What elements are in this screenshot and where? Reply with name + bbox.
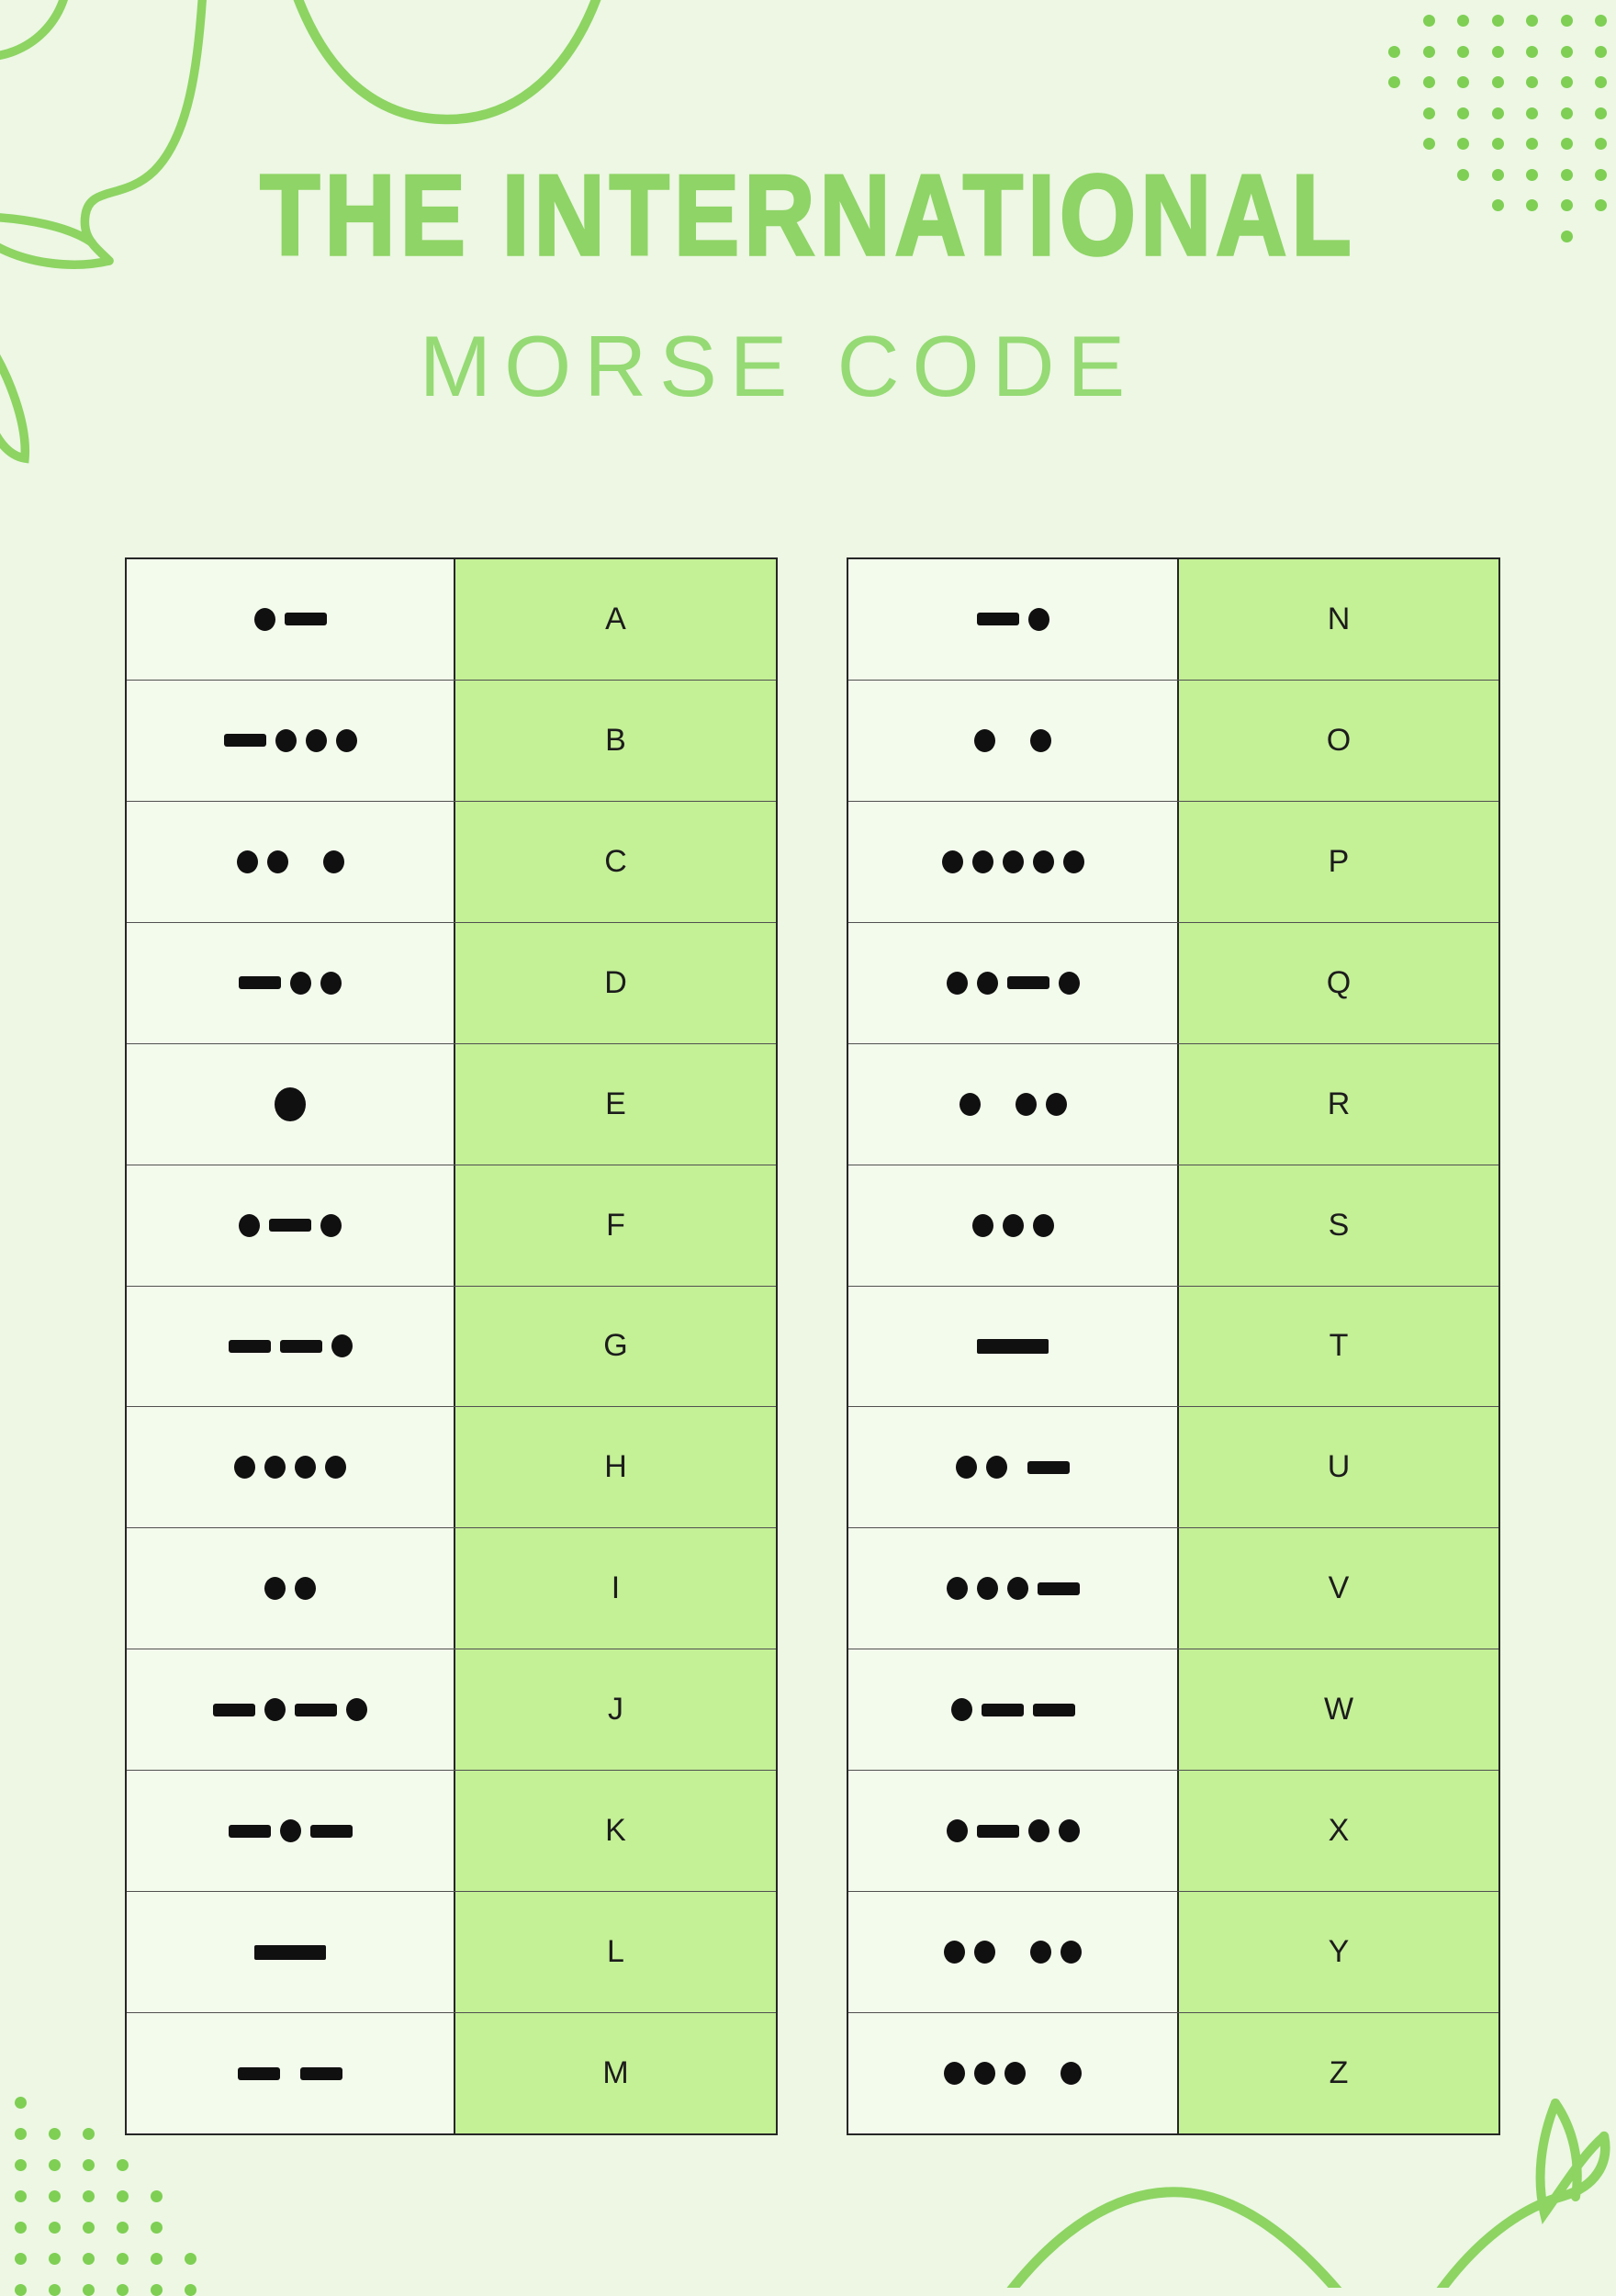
decoration-dot [1561,76,1573,88]
morse-gap-symbol [1004,1952,1021,1953]
morse-dash-symbol [1033,1704,1075,1716]
morse-dash-symbol [224,734,266,747]
letter-cell: O [1179,681,1498,801]
decoration-dot [15,2190,27,2202]
letter-cell: B [455,681,776,801]
page-title: THE INTERNATIONAL [260,152,1356,279]
table-row [848,801,1498,922]
morse-dot-symbol [972,850,993,873]
decoration-dot [1423,138,1435,150]
arch-doodle-bottom-right [1008,2192,1341,2288]
morse-dot-symbol [325,1456,346,1479]
table-row [848,1770,1498,1891]
morse-dot-symbol [336,729,357,752]
morse-code-cell [127,1407,455,1527]
morse-gap-symbol [990,1103,1006,1105]
decoration-dot [1526,199,1538,211]
letter-cell: M [455,2013,776,2133]
morse-dot-symbol [280,1819,301,1842]
decoration-dot [1423,15,1435,27]
table-row [127,680,776,801]
decoration-dot [117,2253,129,2265]
decoration-dot [49,2253,61,2265]
letter-cell: J [455,1649,776,1770]
decoration-dot [117,2222,129,2234]
morse-dot-symbol [264,1456,286,1479]
letter-cell: Y [1179,1892,1498,2012]
decoration-dot [15,2284,27,2296]
morse-dot-symbol [267,850,288,873]
letter-cell: L [455,1892,776,2012]
decoration-dot [15,2128,27,2140]
table-row [127,1406,776,1527]
morse-dash-symbol [1038,1582,1080,1595]
morse-dash-symbol [977,1825,1019,1838]
morse-dash-symbol [295,1704,337,1716]
decoration-dot [1561,46,1573,58]
morse-dot-symbol [944,1941,965,1964]
morse-code-cell [848,681,1179,801]
decoration-dot [1561,138,1573,150]
morse-longdash-symbol [977,1339,1049,1354]
table-row [127,801,776,922]
morse-code-cell [127,2013,455,2133]
morse-longdash-symbol [254,1945,326,1960]
morse-dot-symbol [1028,608,1049,631]
morse-code-cell [848,1044,1179,1165]
letter-cell: T [1179,1287,1498,1407]
decoration-dot [1492,46,1504,58]
decoration-dot [1595,199,1607,211]
morse-dot-symbol [1016,1093,1037,1116]
morse-code-cell [848,559,1179,680]
morse-code-cell [127,923,455,1043]
letter-cell: U [1179,1407,1498,1527]
morse-dot-symbol [331,1334,353,1357]
morse-code-cell [127,559,455,680]
letter-cell: D [455,923,776,1043]
decoration-dot [1457,46,1469,58]
decoration-dot [1561,15,1573,27]
morse-dash-symbol [1027,1461,1070,1474]
morse-dot-symbol [1030,729,1051,752]
decoration-dot [1526,169,1538,181]
decoration-dot [1526,138,1538,150]
morse-dot-symbol [275,729,297,752]
u-curve-top [294,0,600,119]
morse-gap-symbol [297,861,314,862]
table-row [127,1649,776,1770]
morse-code-cell [127,802,455,922]
morse-code-cell [127,1771,455,1891]
decoration-dot [83,2190,95,2202]
morse-dash-symbol [310,1825,353,1838]
morse-dot-symbol [947,1577,968,1600]
morse-dot-symbol [237,850,258,873]
morse-dot-symbol [977,1577,998,1600]
morse-dot-symbol [977,972,998,995]
decoration-dot [1526,46,1538,58]
letter-cell: E [455,1044,776,1165]
letter-cell: V [1179,1528,1498,1649]
decoration-dot [117,2159,129,2171]
letter-cell: P [1179,802,1498,922]
morse-dot-symbol [1046,1093,1067,1116]
table-row [127,1527,776,1649]
decoration-dot [151,2190,163,2202]
morse-code-cell [848,1407,1179,1527]
morse-dash-symbol [285,613,327,625]
decoration-dot [1595,46,1607,58]
decoration-dot [185,2253,196,2265]
letter-cell: K [455,1771,776,1891]
morse-code-cell [848,923,1179,1043]
morse-dot-symbol [320,1214,342,1237]
decoration-dot [49,2190,61,2202]
morse-code-cell [127,1649,455,1770]
morse-table-right [847,557,1500,2135]
morse-dash-symbol [269,1219,311,1232]
morse-dot-symbol [323,850,344,873]
morse-dot-symbol [1007,1577,1028,1600]
morse-code-cell [127,1044,455,1165]
decoration-dot [1526,107,1538,119]
table-row [127,559,776,680]
table-row [127,922,776,1043]
morse-code-cell [127,681,455,801]
morse-dash-symbol [229,1340,271,1353]
table-row [127,1891,776,2012]
table-row [848,559,1498,680]
morse-dot-symbol [942,850,963,873]
morse-code-cell [127,1892,455,2012]
table-row [848,1527,1498,1649]
decoration-dot [151,2253,163,2265]
decoration-dot [1492,107,1504,119]
morse-dot-symbol [974,2062,995,2085]
table-row [848,922,1498,1043]
morse-code-cell [848,1771,1179,1891]
letter-cell: H [455,1407,776,1527]
morse-dot-symbol [944,2062,965,2085]
morse-code-cell [848,1649,1179,1770]
decoration-dot [1457,15,1469,27]
decoration-dot [1457,138,1469,150]
morse-dot-symbol [290,972,311,995]
decoration-dot [1423,46,1435,58]
letter-cell: X [1179,1771,1498,1891]
morse-bigdot-symbol [275,1087,306,1121]
decoration-dot [49,2222,61,2234]
morse-dot-symbol [264,1698,286,1721]
decoration-dot [1595,15,1607,27]
table-row [848,1406,1498,1527]
decoration-dot [1561,231,1573,242]
morse-code-cell [848,1287,1179,1407]
morse-dot-symbol [1028,1819,1049,1842]
letter-cell: C [455,802,776,922]
letter-cell: F [455,1165,776,1286]
morse-dot-symbol [1060,2062,1082,2085]
morse-dash-symbol [300,2067,342,2080]
morse-dot-symbol [320,972,342,995]
decoration-dot [1561,199,1573,211]
decoration-dot [49,2128,61,2140]
morse-gap-symbol [1004,739,1021,741]
decoration-dot [185,2284,196,2296]
morse-dash-symbol [229,1825,271,1838]
decoration-dot [1595,138,1607,150]
letter-cell: N [1179,559,1498,680]
table-row [848,1649,1498,1770]
morse-dot-symbol [295,1456,316,1479]
morse-dot-symbol [986,1456,1007,1479]
table-row [848,1891,1498,2012]
circle-outline-decoration [0,0,68,57]
morse-dot-symbol [947,1819,968,1842]
morse-gap-symbol [1035,2073,1051,2075]
morse-dot-symbol [947,972,968,995]
morse-dot-symbol [974,1941,995,1964]
table-row [127,1770,776,1891]
leaf-doodle-bottom-right [1541,2103,1604,2213]
morse-dot-symbol [1003,1214,1024,1237]
decoration-dot [83,2253,95,2265]
morse-dash-symbol [213,1704,255,1716]
morse-code-cell [848,1892,1179,2012]
decoration-dot [49,2284,61,2296]
morse-dot-symbol [234,1456,255,1479]
decoration-dot [83,2128,95,2140]
morse-code-cell [127,1528,455,1649]
morse-code-cell [127,1287,455,1407]
leaf-tip-doodle-bottom-right [1555,2103,1577,2197]
morse-code-cell [848,2013,1179,2133]
morse-dot-symbol [306,729,327,752]
morse-dot-symbol [1033,1214,1054,1237]
morse-dot-symbol [960,1093,981,1116]
letter-cell: G [455,1287,776,1407]
stem-doodle-bottom-right [1438,2136,1605,2288]
morse-dot-symbol [1004,2062,1026,2085]
letter-cell: I [455,1528,776,1649]
table-row [127,1286,776,1407]
letter-cell: Z [1179,2013,1498,2133]
letter-cell: A [455,559,776,680]
morse-dot-symbol [1060,1941,1082,1964]
table-row [848,680,1498,801]
decoration-dot [151,2222,163,2234]
morse-mid-symbol [289,2073,291,2075]
morse-code-cell [127,1165,455,1286]
page-subtitle: MORSE CODE [419,318,1139,414]
morse-dash-symbol [977,613,1019,625]
table-row [848,1043,1498,1165]
petal-doodle-top-left-upper [0,217,92,242]
table-row [848,2012,1498,2133]
table-row [127,1165,776,1286]
letter-cell: Q [1179,923,1498,1043]
morse-dot-symbol [1063,850,1084,873]
decoration-dot [1492,138,1504,150]
decoration-dot [1595,169,1607,181]
morse-dash-symbol [280,1340,322,1353]
morse-mid-symbol [1016,1467,1018,1469]
morse-dot-symbol [1059,1819,1080,1842]
morse-code-cell [848,1165,1179,1286]
morse-dot-symbol [972,1214,993,1237]
morse-dot-symbol [239,1214,260,1237]
morse-dot-symbol [264,1577,286,1600]
decoration-dot [1423,107,1435,119]
decoration-dot [15,2159,27,2171]
morse-code-cell [848,1528,1179,1649]
decoration-dot [117,2284,129,2296]
table-row [848,1165,1498,1286]
decoration-dot [1526,15,1538,27]
morse-dot-symbol [974,729,995,752]
letter-cell: S [1179,1165,1498,1286]
decoration-dot [1388,46,1400,58]
decoration-dot [83,2284,95,2296]
decoration-dot [1457,76,1469,88]
morse-dot-symbol [1030,1941,1051,1964]
table-row [127,2012,776,2133]
decoration-dot [1561,169,1573,181]
morse-dash-symbol [982,1704,1024,1716]
decoration-dot [83,2222,95,2234]
decoration-dot [1492,76,1504,88]
decoration-dot [15,2253,27,2265]
decoration-dot [1526,76,1538,88]
morse-dot-symbol [1003,850,1024,873]
letter-cell: W [1179,1649,1498,1770]
decoration-dot [1388,76,1400,88]
decoration-dot [15,2097,27,2109]
morse-dot-symbol [1033,850,1054,873]
letter-cell: R [1179,1044,1498,1165]
morse-dot-symbol [346,1698,367,1721]
morse-code-cell [848,802,1179,922]
decoration-dot [1423,76,1435,88]
decoration-dot [49,2159,61,2171]
decoration-dot [151,2284,163,2296]
decoration-dot [1595,107,1607,119]
decoration-dot [1595,76,1607,88]
decoration-dot [1457,107,1469,119]
morse-dot-symbol [956,1456,977,1479]
morse-table-left [125,557,778,2135]
morse-dot-symbol [951,1698,972,1721]
decoration-dot [1492,15,1504,27]
decoration-dot [15,2222,27,2234]
morse-dash-symbol [239,976,281,989]
table-row [127,1043,776,1165]
decoration-dot [1561,107,1573,119]
decoration-dot [83,2159,95,2171]
table-row [848,1286,1498,1407]
morse-dot-symbol [1059,972,1080,995]
morse-dash-symbol [1007,976,1049,989]
morse-dot-symbol [254,608,275,631]
decoration-dot [117,2190,129,2202]
morse-dash-symbol [238,2067,280,2080]
petal-doodle-top-left [0,241,109,264]
morse-dot-symbol [295,1577,316,1600]
